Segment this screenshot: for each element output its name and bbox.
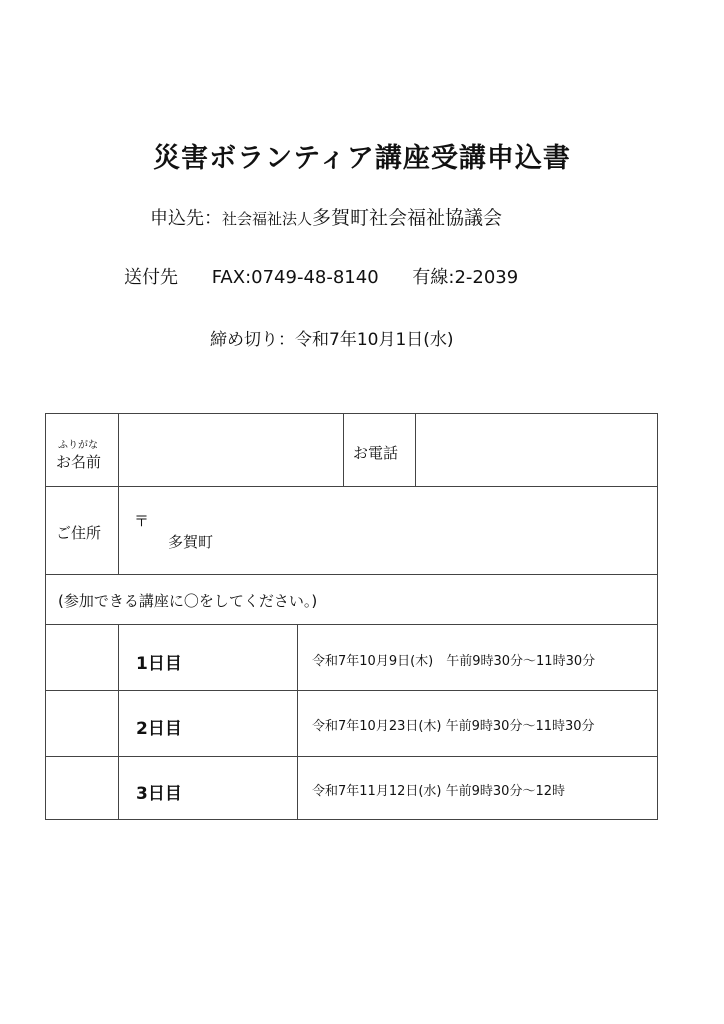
wired-number: 有線:2-2039 — [412, 267, 519, 288]
address-input-area[interactable] — [119, 487, 657, 574]
deadline: 締め切り：令和7年10月1日(水) — [210, 330, 454, 350]
fax-number: FAX:0749-48-8140 — [211, 267, 379, 288]
instruction-text: (参加できる講座に〇をしてください。) — [58, 592, 318, 610]
col-divider — [297, 624, 298, 820]
session-1-day: 1日目 — [136, 654, 182, 674]
destination-label: 申込先： — [150, 208, 222, 229]
session-2-day: 2日目 — [136, 719, 182, 739]
col-divider — [343, 414, 344, 486]
row-divider — [46, 690, 657, 691]
col-divider — [118, 624, 119, 820]
name-ruby: ふりがな — [58, 440, 98, 451]
session-3-day: 3日目 — [136, 784, 182, 804]
name-input-area[interactable] — [119, 414, 343, 486]
address-label: ご住所 — [56, 524, 102, 542]
send-to — [124, 263, 518, 289]
application-form-table — [45, 413, 658, 820]
destination-org-prefix: 社会福祉法人 — [222, 210, 313, 228]
session-2-check-area[interactable] — [46, 691, 118, 756]
destination — [150, 203, 502, 230]
destination-org-name: 多賀町社会福祉協議会 — [312, 207, 503, 229]
row-divider — [46, 756, 657, 757]
session-2-datetime: 令和7年10月23日(木) 午前9時30分～11時30分 — [312, 719, 595, 734]
phone-label: お電話 — [353, 444, 399, 462]
session-1-datetime: 令和7年10月9日(木) 午前9時30分～11時30分 — [312, 654, 596, 669]
send-label: 送付先 — [124, 267, 178, 288]
phone-input-area[interactable] — [416, 414, 657, 486]
row-divider — [46, 574, 657, 575]
session-1-check-area[interactable] — [46, 625, 118, 690]
row-divider — [46, 624, 657, 625]
page-title: 災害ボランティア講座受講申込書 — [153, 143, 571, 174]
postal-mark: 〒 — [134, 512, 150, 530]
session-3-datetime: 令和7年11月12日(水) 午前9時30分～12時 — [312, 784, 565, 799]
name-label: お名前 — [56, 453, 102, 471]
town-name: 多賀町 — [168, 533, 214, 551]
session-3-check-area[interactable] — [46, 757, 118, 820]
